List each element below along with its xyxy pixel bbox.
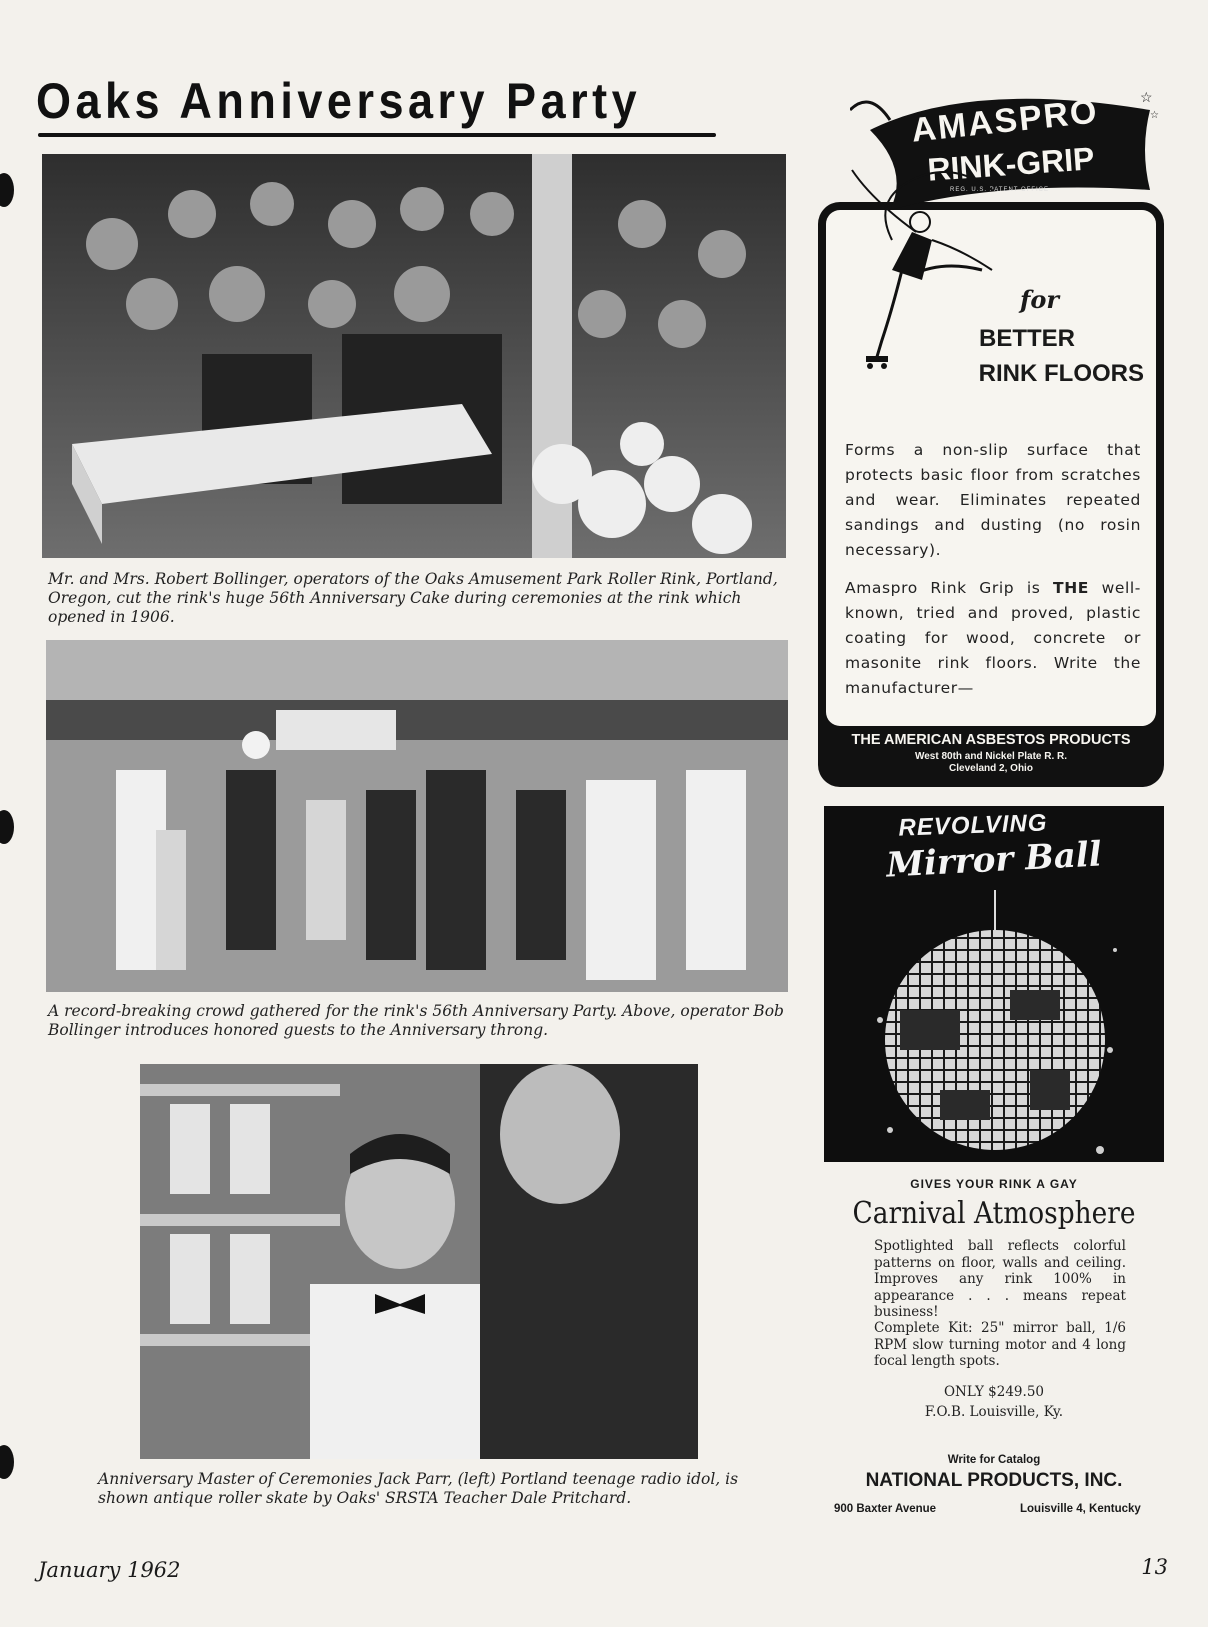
mirrorball-write-catalog: Write for Catalog — [947, 1454, 1041, 1466]
amaspro-body-2-rest: well-known, tried and proved, plastic coating for wood, concrete or masonite rink floors. Write the manufacturer— — [845, 579, 1141, 697]
amaspro-product-name: RINK-GRIP — [926, 140, 1096, 188]
binder-hole — [0, 810, 14, 844]
amaspro-tagline-better: BETTER — [979, 325, 1075, 352]
amaspro-tagline-rink-floors: RINK FLOORS — [978, 360, 1144, 387]
mirrorball-price: ONLY $249.50 — [943, 1384, 1044, 1400]
mirrorball-revolving: REVOLVING — [898, 809, 1048, 842]
mirrorball-company: NATIONAL PRODUCTS, INC. — [865, 1470, 1123, 1491]
mirrorball-gives: GIVES YOUR RINK A GAY — [910, 1177, 1078, 1191]
photo-cake-cutting — [42, 154, 786, 558]
photo-caption-2: A record-breaking crowd gathered for the rink's 56th Anniversary Party. Above, operator Bob Bollinger introduces honored guests to the Anniversary throng. — [48, 1002, 784, 1039]
amaspro-body-2-prefix: Amaspro Rink Grip is — [845, 579, 1054, 597]
mirrorball-fob: F.O.B. Louisville, Ky. — [924, 1404, 1064, 1420]
mirrorball-body-1: Spotlighted ball reflects colorful patterns on floor, walls and ceiling. Improves any rink 100% in appearance . . . means repeat business! — [874, 1238, 1126, 1320]
mirrorball-address-street: 900 Baxter Avenue — [834, 1503, 937, 1515]
amaspro-company: THE AMERICAN ASBESTOS PRODUCTS — [851, 732, 1131, 748]
binder-hole — [0, 1445, 14, 1479]
amaspro-body-2-emphasis: THE — [1053, 579, 1089, 597]
amaspro-address-2: Cleveland 2, Ohio — [949, 763, 1033, 774]
headline-rule — [38, 133, 716, 137]
issue-date: January 1962 — [38, 1558, 181, 1582]
amaspro-for: for — [1020, 285, 1059, 314]
mirrorball-address-city: Louisville 4, Kentucky — [1020, 1503, 1141, 1515]
page-number: 13 — [1141, 1555, 1168, 1579]
page-title: Oaks Anniversary Party — [36, 73, 642, 129]
svg-text:☆: ☆ — [1150, 110, 1159, 121]
binder-hole — [0, 173, 14, 207]
photo-crowd — [46, 640, 788, 992]
mirrorball-title: Mirror Ball — [885, 834, 1103, 886]
amaspro-reg-mark: REG. U.S. PATENT OFFICE — [950, 187, 1050, 193]
svg-text:☆: ☆ — [1140, 90, 1153, 106]
amaspro-brand: AMASPRO — [909, 92, 1101, 150]
photo-master-of-ceremonies — [140, 1064, 698, 1459]
amaspro-address-1: West 80th and Nickel Plate R. R. — [914, 751, 1068, 762]
photo-caption-1: Mr. and Mrs. Robert Bollinger, operators of the Oaks Amusement Park Roller Rink, Portland, Oregon, cut the rink's huge 56th Anniversary Cake during ceremonies at the rink which opened in 1906. — [48, 570, 778, 626]
amaspro-body-2 — [845, 576, 1141, 701]
mirror-ball-illustration — [860, 890, 1130, 1160]
mirrorball-carnival: Carnival Atmosphere — [852, 1196, 1136, 1231]
photo-caption-3: Anniversary Master of Ceremonies Jack Parr, (left) Portland teenage radio idol, is shown antique roller skate by Oaks' SRSTA Teacher Dale Pritchard. — [98, 1470, 739, 1507]
amaspro-body-1: Forms a non-slip surface that protects basic floor from scratches and wear. Eliminates repeated sandings and dusting (no rosin necessary). — [845, 441, 1141, 559]
mirrorball-body-2: Complete Kit: 25" mirror ball, 1/6 RPM slow turning motor and 4 long focal length spots. — [874, 1320, 1126, 1369]
